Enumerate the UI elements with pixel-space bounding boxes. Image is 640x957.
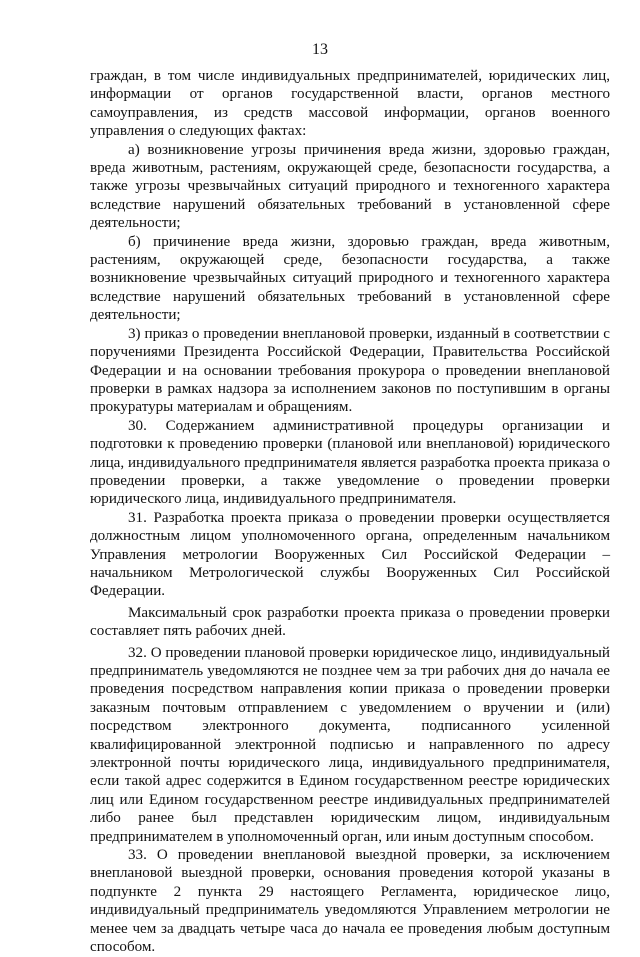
paragraph-clause-30: 30. Содержанием административной процедуры организации и подготовки к проведению проверки (плановой или внеплановой) юридического лица, индивидуального предпринимателя является разработка проекта приказа о проведении проверки, а также уведомление о проведении проверки юридического лица, индивидуального предпринимателя. xyxy=(90,417,610,508)
paragraph-item-a: а) возникновение угрозы причинения вреда жизни, здоровью граждан, вреда животным, растениям, окружающей среде, безопасности государства, а также угрозы чрезвычайных ситуаций природного и техногенного характера вследствие нарушений обязательных требований в установленной сфере деятельности; xyxy=(90,141,610,232)
document-body xyxy=(90,67,610,957)
paragraph-clause-31: 31. Разработка проекта приказа о проведении проверки осуществляется должностным лицом уполномоченного органа, определенным начальником Управления метрологии Вооруженных Сил Российской Федерации – начальником Метрологической службы Вооруженных Сил Российской Федерации. xyxy=(90,509,610,600)
paragraph-item-3: 3) приказ о проведении внеплановой проверки, изданный в соответствии с поручениями Президента Российской Федерации, Правительства Российской Федерации и на основании требования прокурора о проведении внеплановой проверки в рамках надзора за исполнением законов по поступившим в органы прокуратуры материалам и обращениям. xyxy=(90,325,610,416)
paragraph-clause-32: 32. О проведении плановой проверки юридическое лицо, индивидуальный предприниматель уведомляются не позднее чем за три рабочих дня до начала ее проведения посредством направления копии приказа о проведении проверки заказным почтовым отправлением с уведомлением о вручении и (или) посредством электронного документа, подписанного усиленной квалифицированной электронной подписью и направленного по адресу электронной почты юридического лица, индивидуального предпринимателя, если такой адрес содержится в Едином государственном реестре юридических лиц или Едином государственном реестре индивидуальных предпринимателей либо ранее был представлен юридическим лицом, индивидуальным предпринимателем в уполномоченный орган, или иным доступным способом. xyxy=(90,644,610,845)
page-number: 13 xyxy=(312,41,328,58)
paragraph-intro-continuation: граждан, в том числе индивидуальных предпринимателей, юридических лиц, информации от органов государственной власти, органов местного самоуправления, из средств массовой информации, органов военного управления о следующих фактах: xyxy=(90,68,610,140)
paragraph-item-b: б) причинение вреда жизни, здоровью граждан, вреда животным, растениям, окружающей среде, безопасности государства, а также возникновение чрезвычайных ситуаций природного и техногенного характера вследствие нарушений обязательных требований в установленной сфере деятельности; xyxy=(90,233,610,324)
paragraph-clause-33: 33. О проведении внеплановой выездной проверки, за исключением внеплановой выездной проверки, основания проведения которой указаны в подпункте 2 пункта 29 настоящего Регламента, юридическое лицо, индивидуальный предприниматель уведомляются Управлением метрологии не менее чем за двадцать четыре часа до начала ее проведения любым доступным способом. xyxy=(90,847,610,956)
paragraph-max-term: Максимальный срок разработки проекта приказа о проведении проверки составляет пять рабочих дней. xyxy=(90,604,610,640)
